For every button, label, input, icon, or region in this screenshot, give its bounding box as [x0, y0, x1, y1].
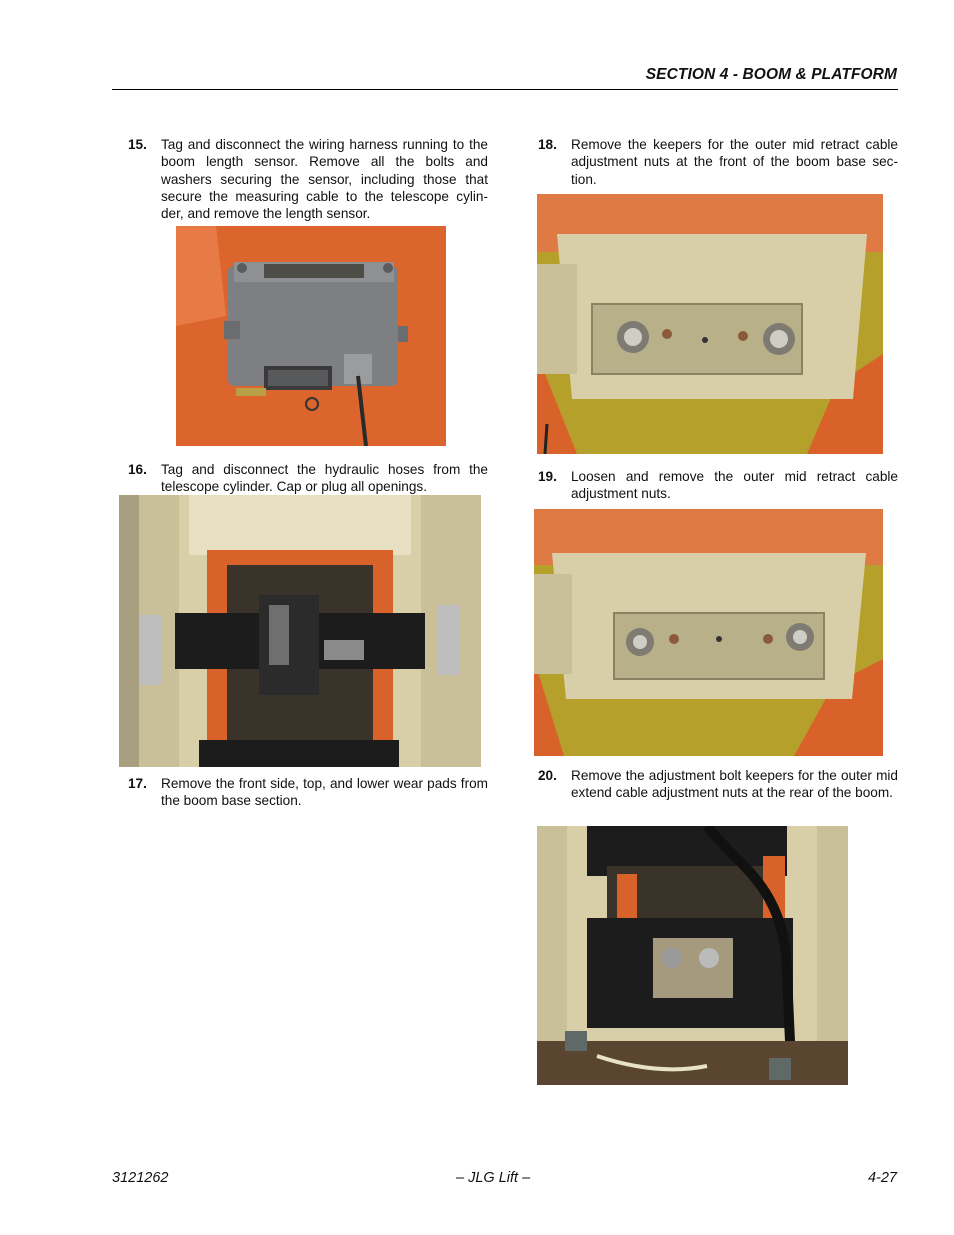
- step-19: [538, 468, 898, 504]
- step-number: 19.: [538, 469, 557, 484]
- step-20: [538, 767, 898, 821]
- step-text: Remove the keepers for the outer mid retract cable adjustment nuts at the front of the boom base sec- tion.: [571, 137, 898, 187]
- section-title: SECTION 4 - BOOM & PLATFORM: [645, 66, 897, 83]
- doc-number: 3121262: [112, 1170, 169, 1186]
- retract-cable-keepers-photo: [537, 194, 883, 454]
- retract-cable-nuts-photo: [534, 509, 883, 756]
- step-16: [128, 461, 488, 497]
- header-rule: [112, 89, 898, 90]
- step-text: Loosen and remove the outer mid retract cable adjustment nuts.: [571, 469, 898, 502]
- step-text: Remove the front side, top, and lower wear pads from the boom base section.: [161, 776, 488, 809]
- step-number: 15.: [128, 137, 147, 152]
- step-number: 18.: [538, 137, 557, 152]
- step-number: 16.: [128, 462, 147, 477]
- step-number: 17.: [128, 776, 147, 791]
- extend-cable-keepers-photo: [537, 826, 848, 1085]
- step-text: Tag and disconnect the hydraulic hoses from the telescope cylinder. Cap or plug all openings.: [161, 462, 488, 495]
- step-15: [128, 136, 488, 224]
- step-18: [538, 136, 898, 190]
- step-17: [128, 775, 488, 811]
- step-number: 20.: [538, 768, 557, 783]
- footer-center: – JLG Lift –: [456, 1170, 531, 1186]
- step-text: Tag and disconnect the wiring harness running to the boom length sensor. Remove all the bolts and washers securing the sensor, including those that secure the measuring cable to the telescope cylin- der, and remove the length sensor.: [161, 137, 488, 222]
- telescope-cylinder-photo: [119, 495, 481, 767]
- length-sensor-photo: [176, 226, 446, 446]
- page-number: 4-27: [867, 1170, 897, 1186]
- step-text: Remove the adjustment bolt keepers for the outer mid extend cable adjustment nuts at the rear of the boom.: [571, 768, 898, 801]
